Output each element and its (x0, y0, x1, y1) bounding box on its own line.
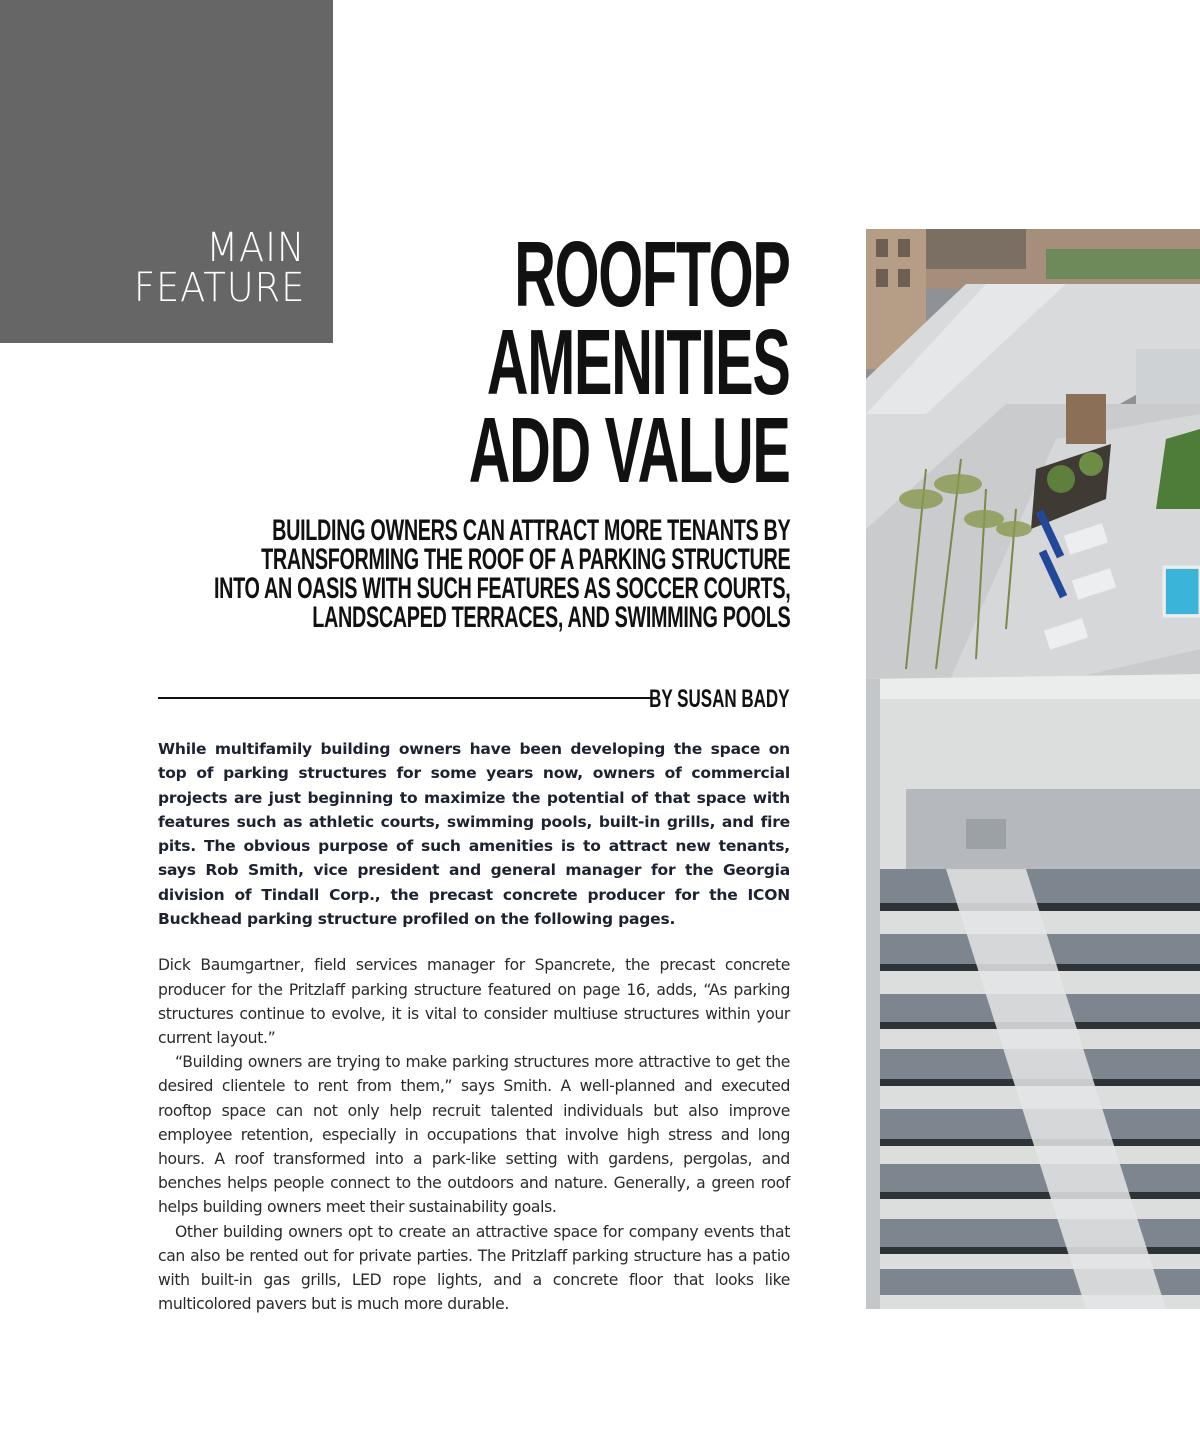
section-label (133, 225, 305, 311)
deck (214, 516, 790, 632)
deck-line4: LANDSCAPED TERRACES, AND SWIMMING POOLS (311, 601, 790, 634)
byline: BY SUSAN BADY (649, 685, 790, 713)
section-box (0, 0, 333, 343)
body-paragraph-1: Dick Baumgartner, field services manager for Spancrete, the precast concrete producer for the Pritzlaff parking structure featured on page 16, adds, “As parking structures continue to evolve, it is vital to consider multiuse structures within your current layout.” (158, 956, 790, 1047)
deck-line2: TRANSFORMING THE ROOF OF A PARKING STRUCTURE (260, 543, 790, 576)
headline-line2: AMENITIES (487, 310, 790, 414)
deck-line1: BUILDING OWNERS CAN ATTRACT MORE TENANTS BY (271, 514, 790, 547)
lead-paragraph: While multifamily building owners have been developing the space on top of parking structures for some years now, owners of commercial projects are just beginning to maximize the potential of that space with features such as athletic courts, swimming pools, built-in grills, and fire pits. The obvious purpose of such amenities is to attract new tenants, says Rob Smith, vice president and general manager for the Georgia division of Tindall Corp., the precast concrete producer for the ICON Buckhead parking structure profiled on the following pages. (158, 740, 790, 929)
body-paragraph-2: “Building owners are trying to make parking structures more attractive to get the desired clientele to rent from them,” says Smith. A well-planned and executed rooftop space can not only help recruit talented individuals but also improve employee retention, especially in occupations that involve high stress and long hours. A roof transformed into a park-like setting with gardens, pergolas, and benches helps people connect to the outdoors and nature. Generally, a green roof helps building owners meet their sustainability goals. (158, 1053, 790, 1217)
rooftop-aerial-photo (866, 229, 1200, 1309)
section-label-line1: MAIN (206, 225, 305, 271)
headline-line1: ROOFTOP (514, 222, 790, 326)
deck-line3: INTO AN OASIS WITH SUCH FEATURES AS SOCCER COURTS, (213, 572, 790, 605)
photo-illustration (866, 229, 1200, 1309)
section-label-line2: FEATURE (133, 265, 305, 311)
headline-line3: ADD VALUE (469, 398, 790, 502)
headline (469, 222, 790, 502)
article-body (158, 737, 790, 1316)
byline-rule (158, 697, 655, 699)
body-paragraph-3: Other building owners opt to create an attractive space for company events that can also be rented out for private parties. The Pritzlaff parking structure has a patio with built-in gas grills, LED rope lights, and a concrete floor that looks like multicolored pavers but is much more durable. (158, 1222, 790, 1314)
